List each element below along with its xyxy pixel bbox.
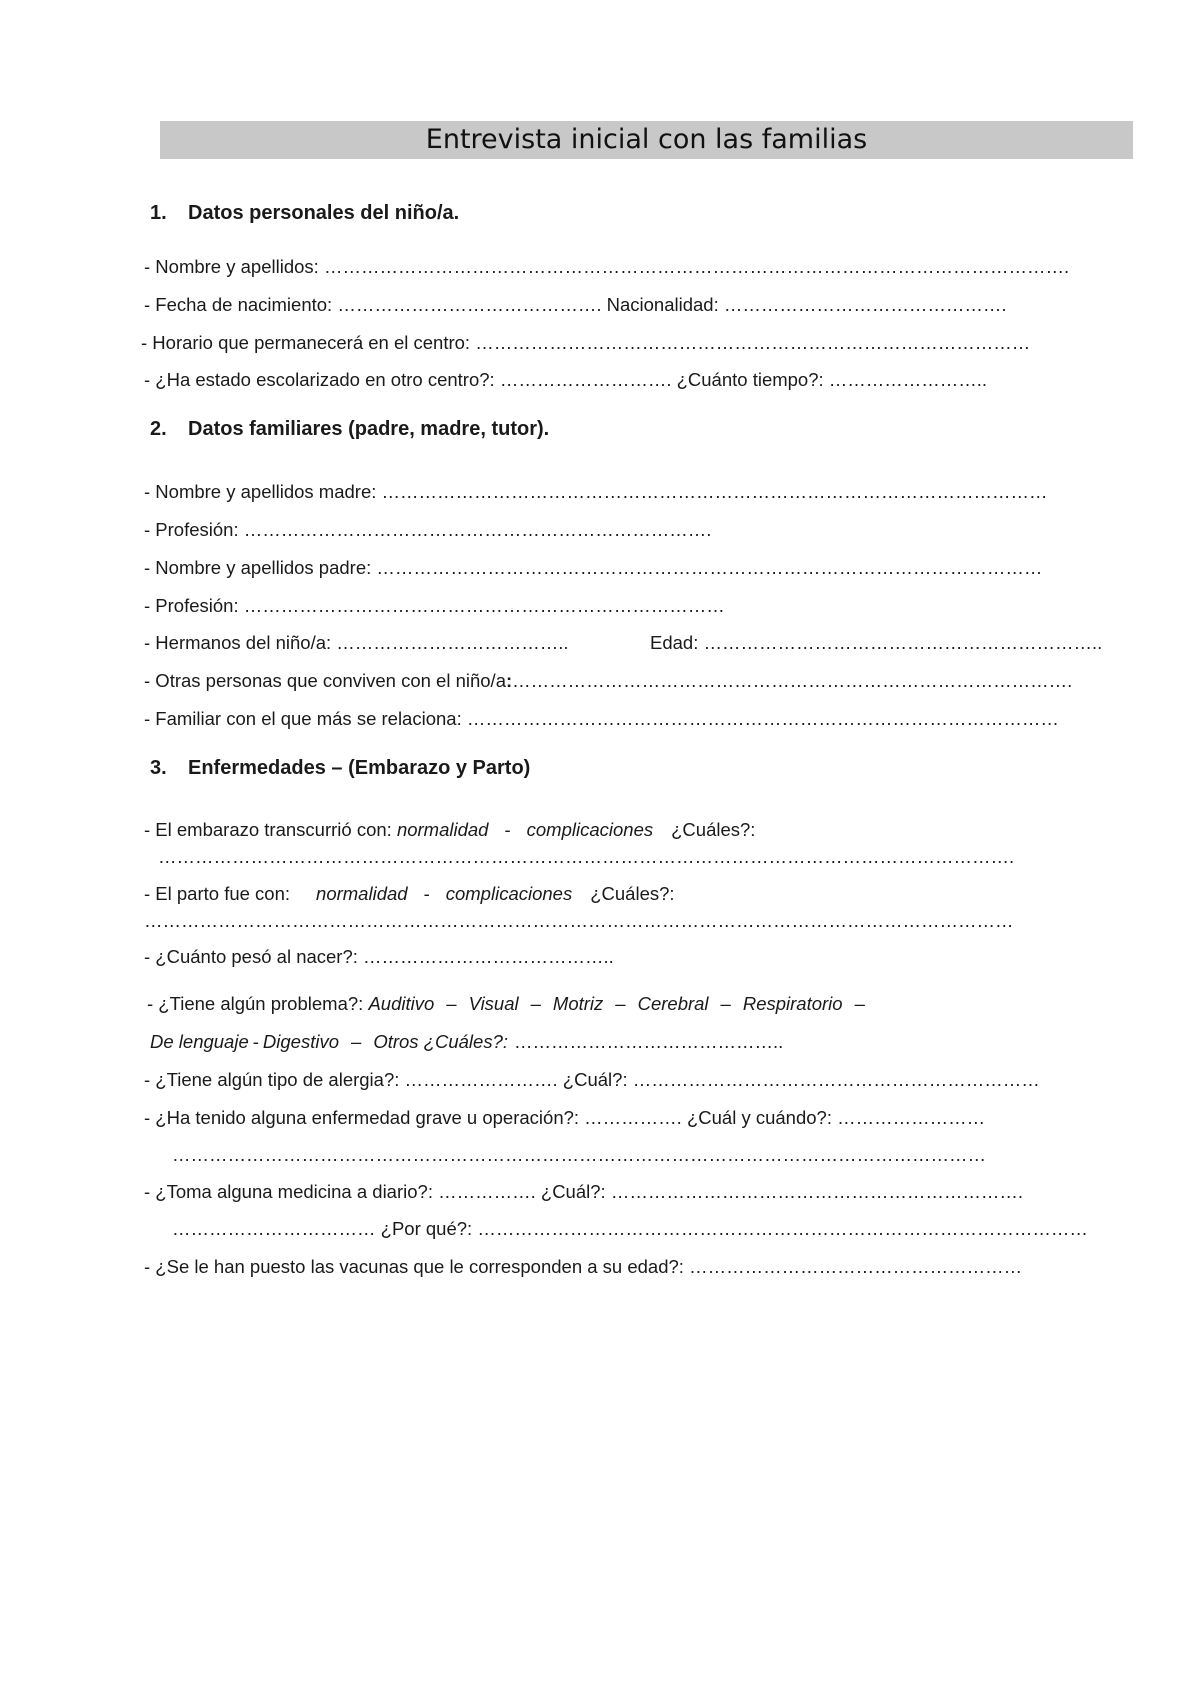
document-title: Entrevista inicial con las familias	[160, 121, 1133, 159]
field-label: - El parto fue con:	[144, 883, 291, 904]
field-embarazo[interactable]	[144, 819, 755, 841]
fill-line: …………………………………………………………	[632, 1069, 1040, 1090]
field-label: - Nombre y apellidos padre:	[144, 557, 377, 578]
fill-line: ………………………………………………………………………………………………………….	[323, 256, 1070, 277]
fill-line: ……………………………………..	[514, 1031, 784, 1052]
field-label: - ¿Tiene algún problema?:	[147, 993, 369, 1014]
fill-line: ……………………………………………………………………………….	[512, 670, 1073, 691]
section-heading-3	[150, 757, 530, 780]
option-digestivo[interactable]: Digestivo	[262, 1031, 340, 1052]
fill-line: ……………………….	[499, 369, 672, 390]
field-label: - Profesión:	[144, 595, 244, 616]
field-fecha-nacimiento[interactable]	[144, 294, 1007, 316]
field-label: - Nombre y apellidos:	[144, 256, 324, 277]
field-profesion-madre[interactable]	[144, 519, 711, 541]
option-complicaciones[interactable]: complicaciones	[445, 883, 573, 904]
field-label: ¿Cuál?:	[557, 1069, 633, 1090]
field-label: ¿Cuáles?:	[590, 883, 675, 904]
separator: –	[351, 1031, 362, 1052]
fill-line: ………………………………………………………..	[703, 632, 1103, 653]
field-medicina[interactable]	[144, 1181, 1023, 1203]
fill-line: …………….	[584, 1107, 682, 1128]
fill-line: ……………………………………………………………………………………	[466, 708, 1059, 729]
field-label: - ¿Ha estado escolarizado en otro centro?:	[144, 369, 500, 390]
field-label: - Hermanos del niño/a:	[144, 632, 337, 653]
field-parto[interactable]	[144, 883, 675, 905]
field-label: - ¿Ha tenido alguna enfermedad grave u operación?:	[144, 1107, 585, 1128]
field-otras-personas[interactable]	[144, 670, 1072, 692]
section-number: 3.	[150, 757, 167, 779]
field-enfermedad[interactable]	[144, 1107, 985, 1129]
fill-line: ………………………………………………………………………………	[475, 332, 1031, 353]
field-label: Nacionalidad:	[601, 294, 724, 315]
field-label: Edad:	[650, 632, 704, 653]
field-label: ¿Cuánto tiempo?:	[671, 369, 829, 390]
field-label: ¿Cuál y cuándo?:	[681, 1107, 838, 1128]
section-title: Datos personales del niño/a.	[188, 202, 460, 224]
field-label: - ¿Cuánto pesó al nacer?:	[144, 946, 364, 967]
fill-line: ………………………………………………………………………………………………	[381, 481, 1048, 502]
field-label: - Fecha de nacimiento:	[144, 294, 338, 315]
field-label: - Otras personas que conviven con el niño/a	[144, 670, 506, 691]
fill-line: ……………………………………………………………………………………………………………………	[172, 1144, 986, 1165]
separator: –	[615, 993, 626, 1014]
field-vacunas[interactable]	[144, 1256, 1022, 1278]
field-nombre-madre[interactable]	[144, 481, 1048, 503]
field-hermanos[interactable]	[144, 632, 569, 654]
section-title: Enfermedades – (Embarazo y Parto)	[188, 757, 531, 779]
field-label: ¿Cuál?:	[535, 1181, 611, 1202]
field-familiar[interactable]	[144, 708, 1059, 730]
option-otros[interactable]: Otros ¿Cuáles?:	[373, 1031, 508, 1052]
option-normalidad[interactable]: normalidad	[396, 819, 489, 840]
fill-line-embarazo[interactable]	[158, 846, 1014, 868]
separator: -	[423, 883, 430, 904]
fill-line: ………………………………………………………………………………………	[477, 1218, 1088, 1239]
field-horario[interactable]	[141, 332, 1030, 354]
fill-line: …………………….	[404, 1069, 558, 1090]
option-motriz[interactable]: Motriz	[552, 993, 604, 1014]
field-problema-cont[interactable]	[150, 1031, 783, 1053]
field-escolarizado[interactable]	[144, 369, 987, 391]
fill-line: ……………………………………………………………………………………………………………………………	[144, 910, 1014, 931]
field-alergia[interactable]	[144, 1069, 1040, 1091]
field-edad[interactable]	[650, 632, 1102, 654]
field-problema[interactable]	[147, 993, 865, 1015]
fill-line: ………………………………..	[336, 632, 569, 653]
option-cerebral[interactable]: Cerebral	[637, 993, 709, 1014]
field-label: - Nombre y apellidos madre:	[144, 481, 382, 502]
fill-line: ……………………………………………………………………	[243, 595, 725, 616]
fill-line: ………………………………………………………………….	[243, 519, 712, 540]
separator: -	[504, 819, 511, 840]
fill-line: ………………………………………………………….	[610, 1181, 1023, 1202]
field-label: - ¿Tiene algún tipo de alergia?:	[144, 1069, 405, 1090]
fill-line: ………………………………………………	[689, 1256, 1023, 1277]
field-label: - El embarazo transcurrió con:	[144, 819, 397, 840]
field-label: ¿Por qué?:	[375, 1218, 478, 1239]
separator: –	[854, 993, 865, 1014]
section-number: 2.	[150, 418, 167, 440]
option-visual[interactable]: Visual	[468, 993, 519, 1014]
section-title: Datos familiares (padre, madre, tutor).	[188, 418, 550, 440]
field-label: - Horario que permanecerá en el centro:	[141, 332, 476, 353]
field-por-que[interactable]	[172, 1218, 1088, 1240]
option-lenguaje[interactable]: De lenguaje	[150, 1031, 249, 1052]
separator: –	[530, 993, 541, 1014]
section-heading-2	[150, 418, 549, 441]
option-complicaciones[interactable]: complicaciones	[526, 819, 654, 840]
fill-line: …………………………………..	[363, 946, 614, 967]
field-label: ¿Cuáles?:	[671, 819, 756, 840]
section-heading-1	[150, 202, 459, 225]
fill-line-parto[interactable]	[144, 910, 1014, 932]
section-number: 1.	[150, 202, 167, 224]
fill-line-enfermedad[interactable]	[172, 1144, 986, 1166]
fill-line: ……………………………	[172, 1218, 376, 1239]
fill-line: ……………………………………….	[723, 294, 1007, 315]
option-respiratorio[interactable]: Respiratorio	[742, 993, 843, 1014]
fill-line: ……………………..	[828, 369, 988, 390]
field-colon: :	[506, 670, 513, 691]
field-profesion-padre[interactable]	[144, 595, 725, 617]
field-peso[interactable]	[144, 946, 614, 968]
fill-line: ………………………………………………………………………………………………………………………….	[158, 846, 1015, 867]
separator: –	[720, 993, 731, 1014]
field-label: - Familiar con el que más se relaciona:	[144, 708, 467, 729]
field-label: - ¿Toma alguna medicina a diario?:	[144, 1181, 439, 1202]
option-auditivo[interactable]: Auditivo	[368, 993, 435, 1014]
fill-line: …………….	[438, 1181, 536, 1202]
field-nombre-padre[interactable]	[144, 557, 1042, 579]
field-label: - ¿Se le han puesto las vacunas que le corresponden a su edad?:	[144, 1256, 690, 1277]
option-normalidad[interactable]: normalidad	[316, 883, 408, 904]
fill-line: ………………………………………………………………………………………………	[376, 557, 1043, 578]
field-nombre-apellidos[interactable]	[144, 256, 1069, 278]
fill-line: …………………………………….	[337, 294, 602, 315]
separator: –	[446, 993, 457, 1014]
fill-line: ……………………	[837, 1107, 986, 1128]
separator: -	[252, 1031, 259, 1052]
field-label: - Profesión:	[144, 519, 244, 540]
